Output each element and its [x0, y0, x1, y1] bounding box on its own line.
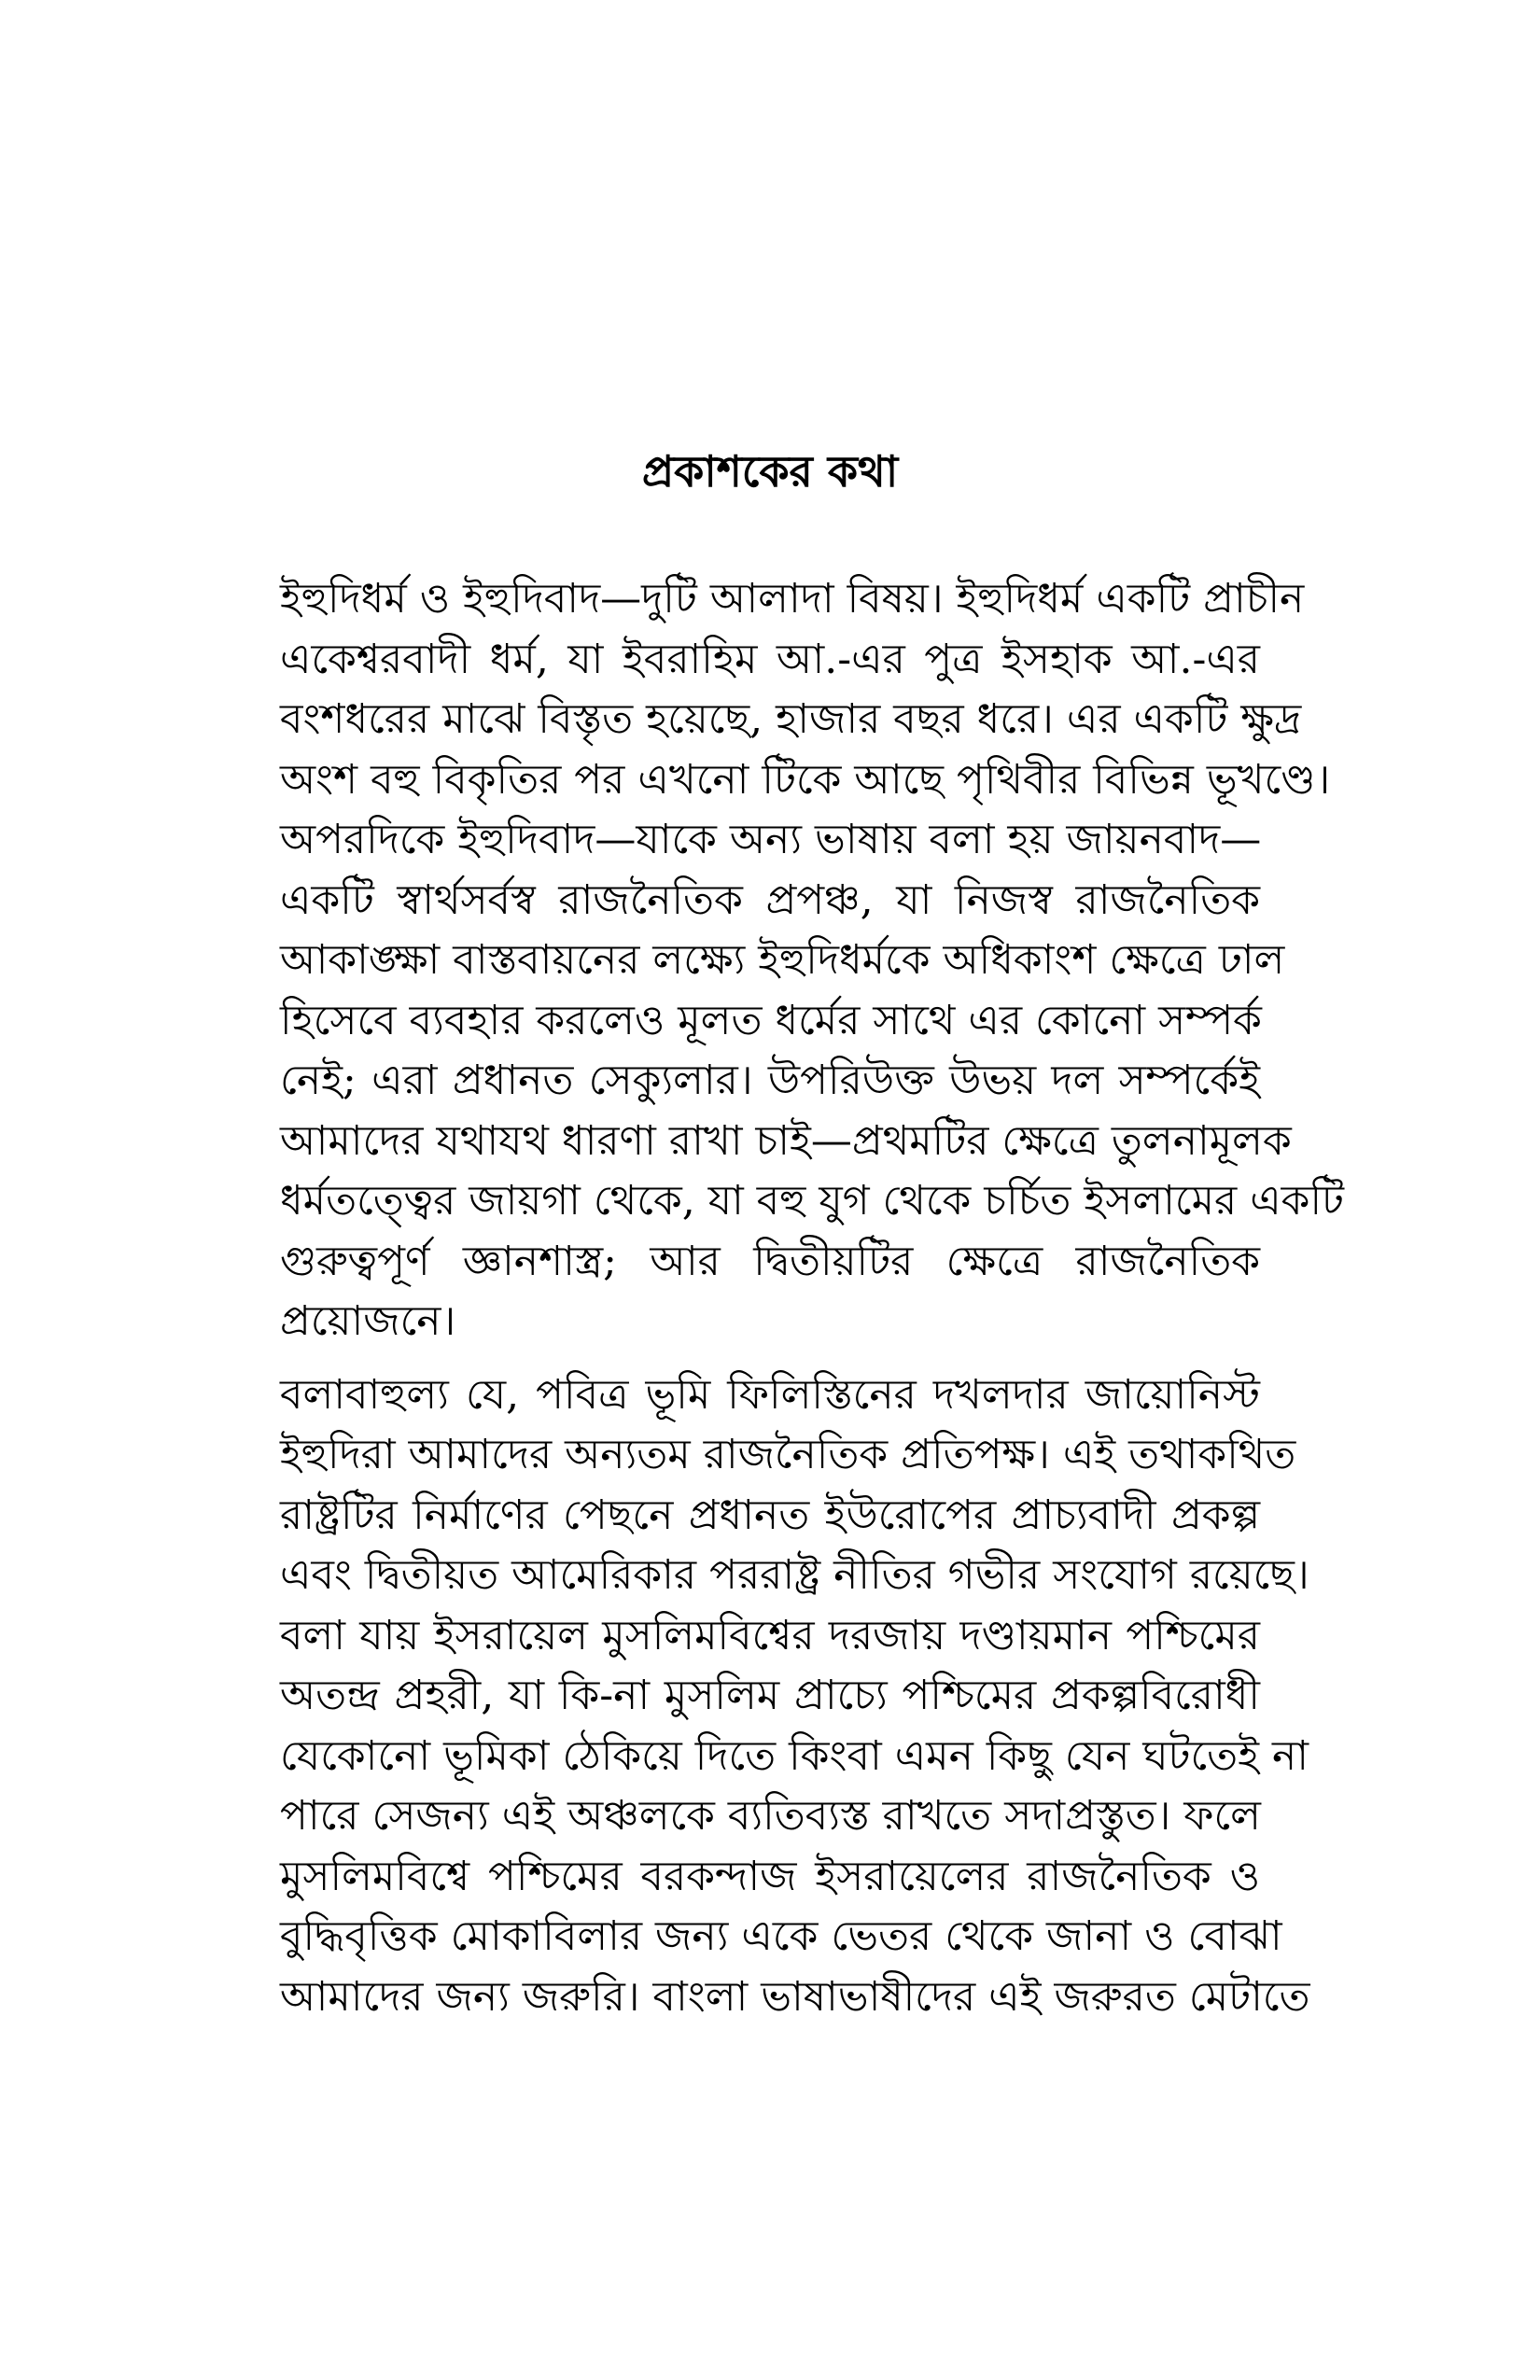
- text-line: গুরুত্বপূর্ণ জ্ঞানশাস্ত্র; আর দ্বিতীয়টির ক্ষেত্রে রাজনৈতিক: [280, 1237, 1260, 1285]
- text-line: প্রয়োজনে।: [280, 1297, 456, 1345]
- text-line: একটি স্বার্থসর্বস্ব রাজনৈতিক প্রপঞ্চ, যা নিজস্ব রাজনৈতিক: [280, 875, 1260, 924]
- text-line: অংশ বহু বিকৃতির পর এখনো টিকে আছে পৃথিবীর বিভিন্ন ভূখণ্ডে।: [280, 755, 1331, 804]
- text-line: আমাদের যথাযথ ধারণা রাখা চাই—প্রথমটির ক্ষেত্রে তুলনামূলক: [280, 1116, 1292, 1165]
- text-line: বলাবাহুল্য যে, পবিত্র ভূমি ফিলিস্তিনের দখলদার জায়োনিস্ট: [280, 1370, 1260, 1419]
- text-line: পারে সেজন্য এই অঞ্চলকে ব্যতিব্যস্ত রাখতে সদাপ্রস্তুত। ফলে: [280, 1792, 1261, 1840]
- paragraph-2: [280, 1365, 1310, 2028]
- text-line: বলা যায় ইসরায়েল মুসলিমবিশ্বের দরজায় দণ্ডায়মান পশ্চিমের: [280, 1611, 1260, 1659]
- text-line: এবং দ্বিতীয়ত আমেরিকার পররাষ্ট্র নীতির গভীর সংযোগ রয়েছে।: [280, 1551, 1309, 1599]
- text-line: আমাদের জন্য জরুরি। বাংলা ভাষাভাষীদের এই জরুরত মেটাতে: [280, 1972, 1310, 2021]
- text-line: রাষ্ট্রটির নির্মাণের পেছনে প্রধানত ইউরোপের প্রাচ্যবাদী প্রকল্প: [280, 1491, 1260, 1539]
- paragraph-1: [280, 569, 1345, 1352]
- page-title: প্রকাশকের কথা: [641, 446, 899, 497]
- text-line: হিসেবে ব্যবহার করলেও মূলত ধর্মের সাথে এর কোনো সম্পর্ক: [280, 996, 1262, 1044]
- text-line: ইহুদিধর্ম ও ইহুদিবাদ—দুটি আলাদা বিষয়। ইহুদিধর্ম একটি প্রাচীন: [280, 575, 1305, 623]
- text-line: একেশ্বরবাদী ধর্ম, যা ইবরাহিম আ.-এর পুত্র ইসহাক আ.-এর: [280, 635, 1260, 683]
- text-line: নেই; এরা প্রধানত সেক্যুলার। উপরিউক্ত উভয় দল সম্পর্কেই: [280, 1057, 1260, 1104]
- text-line: বংশধরের মাঝে বিস্তৃত হয়েছে, হাজার বছর ধরে। এর একটি ক্ষুদ্র: [280, 695, 1302, 743]
- text-line: যেকোনো ভূমিকা ঠেকিয়ে দিতে কিংবা এমন কিছু যেন ঘটতেই না: [280, 1731, 1309, 1780]
- text-line: আকাঙ্ক্ষা বাস্তবায়নের লক্ষ্যে ইহুদিধর্মকে অধিকাংশ ক্ষেত্রে ঢাল: [280, 936, 1285, 984]
- text-line: বুদ্ধিবৃত্তিক মোকাবিলার জন্য একে ভেতর থেকে জানা ও বোঝা: [280, 1912, 1282, 1960]
- body-text: [280, 569, 1345, 2040]
- text-line: মুসলিমবিশ্বে পশ্চিমের বরকন্দাজ ইসরায়েলের রাজনৈতিক ও: [280, 1852, 1260, 1900]
- text-line: অতন্দ্র প্রহরী, যা কি-না মুসলিম প্রাচ্যে পশ্চিমের প্রকল্পবিরোধী: [280, 1672, 1260, 1719]
- text-line: ধর্মতত্ত্বের জায়গা থেকে, যা বহু যুগ থেকে চর্চিত ইসলামের একটি: [280, 1177, 1345, 1225]
- text-line: অপরদিকে ইহুদিবাদ—যাকে অন্য ভাষায় বলা হয় জায়নবাদ—: [280, 816, 1262, 863]
- text-line: ইহুদিরা আমাদের অন্যতম রাজনৈতিক প্রতিপক্ষ। এই তথাকথিত: [280, 1431, 1296, 1478]
